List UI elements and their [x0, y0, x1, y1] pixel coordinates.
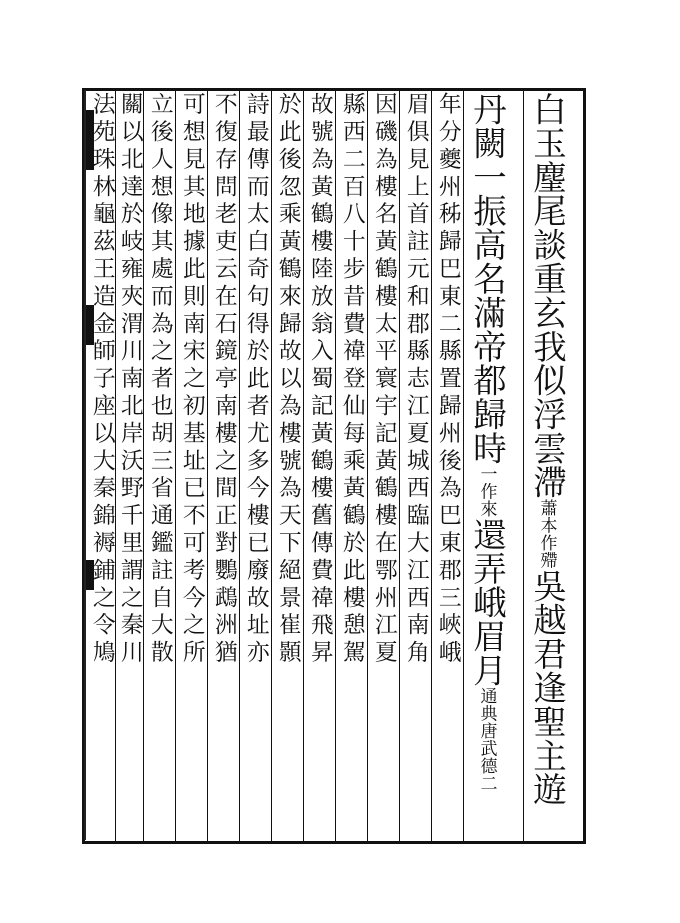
text-column-14 [90, 92, 113, 667]
column-text: 縣西二百八十步昔費禕登仙每乘黃鶴於此樓憩駕 [338, 92, 365, 668]
interlinear-note: 蕭本作殢 [536, 498, 557, 569]
column-rule [271, 90, 272, 842]
column-text: 可想見其地據此則南宋之初基址已不可考今之所 [178, 92, 205, 668]
column-text: 於此後忽乘黃鶴來歸故以為樓號為天下絕景崔顥 [274, 92, 301, 668]
interlinear-note: 通典唐武德二 [476, 686, 497, 792]
column-text: 丹闕一振高名滿帝都歸時 [467, 92, 507, 465]
column-text: 白玉麈尾談重玄我似浮雲滯 [527, 92, 567, 499]
column-text: 故號為黃鶴樓陸放翁入蜀記黃鶴樓舊傳費禕飛昇 [306, 92, 333, 668]
column-rule [399, 90, 400, 842]
column-text: 年分夔州秭歸巴東二縣置歸州後為巴東郡三峽峨 [434, 92, 461, 668]
text-column-12 [148, 92, 171, 667]
column-text: 法苑珠林龜茲王造金師子座以大秦錦褥鋪之令鳩 [88, 92, 115, 668]
column-text: 眉俱見上首註元和郡縣志江夏城西臨大江西南角 [402, 92, 429, 668]
text-column-13 [118, 92, 141, 667]
column-rule [239, 90, 240, 842]
text-column-2 [467, 92, 507, 792]
text-column-5 [372, 92, 395, 667]
text-column-8 [276, 92, 299, 667]
column-rule [367, 90, 368, 842]
text-column-10 [212, 92, 235, 667]
column-rule [303, 90, 304, 842]
column-text: 還弄峨眉月 [467, 517, 507, 687]
column-text: 立後人想像其處而為之者也胡三省通鑑註自大散 [146, 92, 173, 668]
text-column-4 [404, 92, 427, 667]
interlinear-note: 一作來 [476, 464, 497, 518]
column-text: 吳越君逢聖主遊 [527, 568, 567, 807]
text-column-6 [340, 92, 363, 667]
column-rule [463, 90, 464, 842]
column-rule [143, 90, 144, 842]
text-column-9 [244, 92, 267, 667]
column-rule [335, 90, 336, 842]
column-text: 不復存問老吏云在石鏡亭南樓之間正對鸚鵡洲猶 [210, 92, 237, 668]
text-column-1 [527, 92, 567, 807]
column-rule [175, 90, 176, 842]
column-rule [523, 90, 524, 842]
text-column-11 [180, 92, 203, 667]
column-text: 關以北達於岐雍夾渭川南北岸沃野千里謂之秦川 [116, 92, 143, 668]
text-column-7 [308, 92, 331, 667]
column-text: 因磯為樓名黃鶴樓太平寰宇記黃鶴樓在鄂州江夏 [370, 92, 397, 668]
column-text: 詩最傳而太白奇句得於此者尤多今樓已廢故址亦 [242, 92, 269, 668]
text-column-3 [436, 92, 459, 667]
column-rule [207, 90, 208, 842]
column-rule [431, 90, 432, 842]
